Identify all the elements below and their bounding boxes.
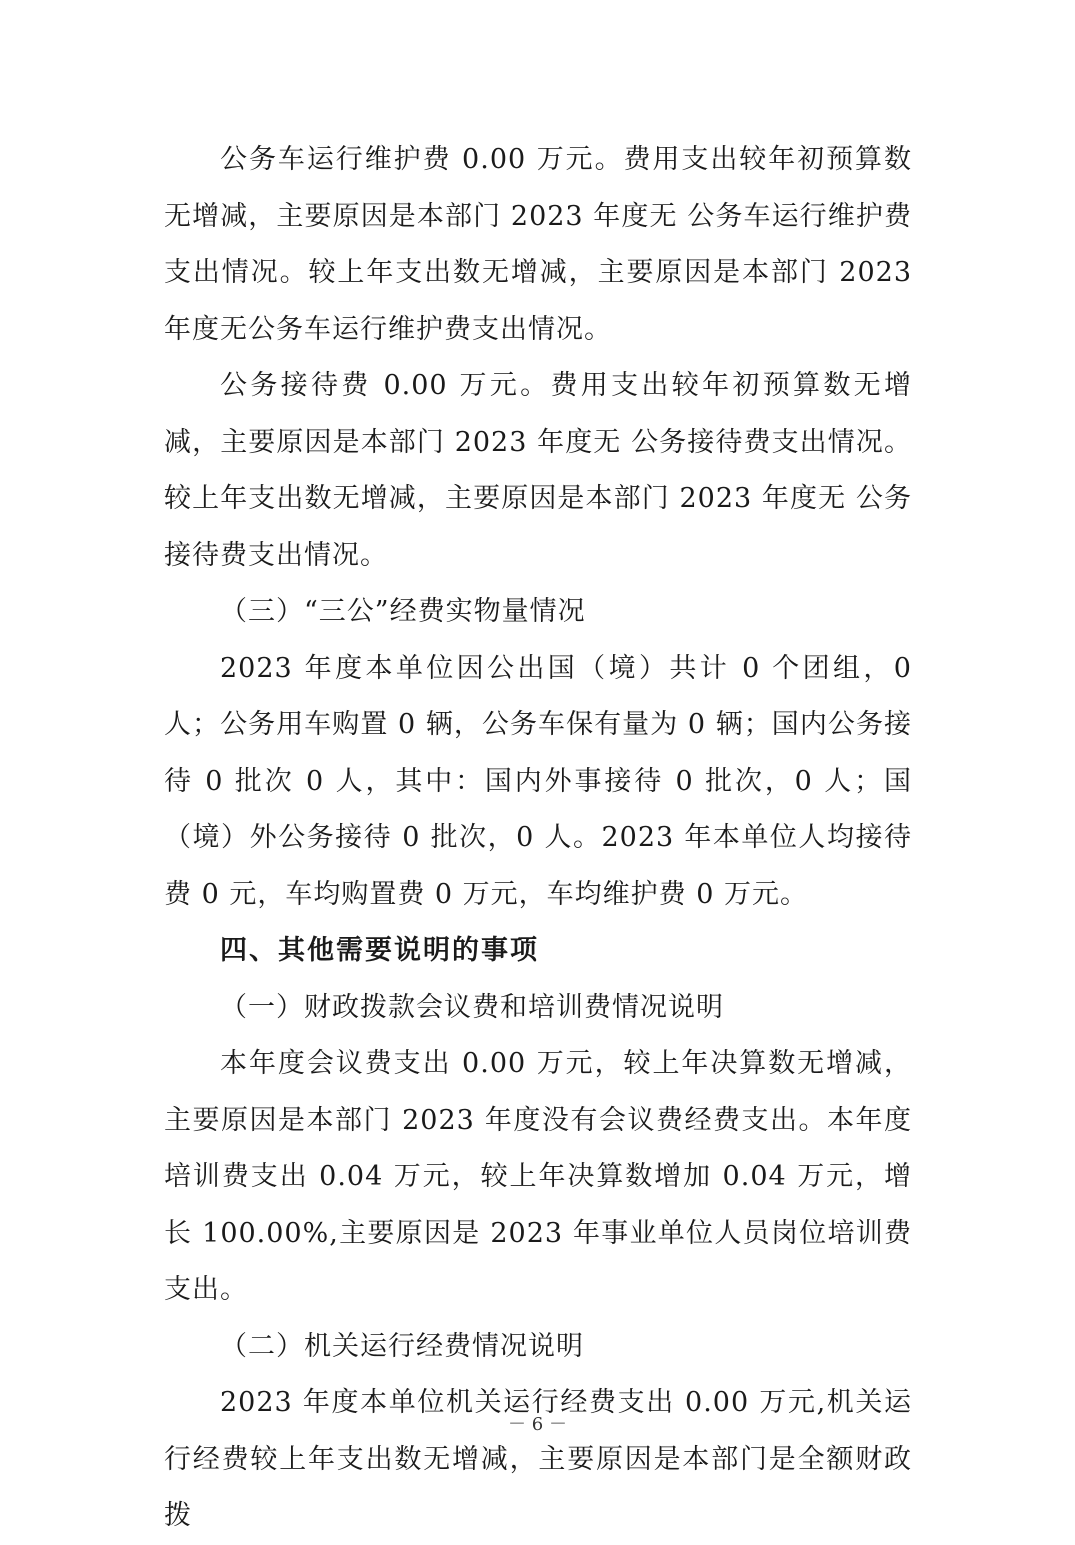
heading-physical-quantity: （三）“三公”经费实物量情况 [220, 596, 586, 627]
paragraph-physical-quantity: 2023 年度本单位因公出国（境）共计 0 个团组，0 人；公务用车购置 0 辆，公务车保有量为 0 辆；国内公务接待 0 批次 0 人，其中：国内外事接待 0 批次，0 人；国（境）外公务接待 0 批次，0 人。2023 年本单位人均接待费 0 元，车均购置费 0 万元，车均维护费 0 万元。 [164, 652, 912, 910]
paragraph-vehicle-maintenance: 公务车运行维护费 0.00 万元。费用支出较年初预算数无增减，主要原因是本部门 2023 年度无 公务车运行维护费支出情况。较上年支出数无增减，主要原因是本部门 2023 年度无公务车运行维护费支出情况。 [164, 144, 912, 345]
heading-operating-expense: （二）机关运行经费情况说明 [220, 1330, 584, 1362]
paragraph-meeting-training: 本年度会议费支出 0.00 万元，较上年决算数无增减，主要原因是本部门 2023 年度没有会议费经费支出。本年度培训费支出 0.04 万元，较上年决算数增加 0.04 万元，增长 100.00%,主要原因是 2023 年事业单位人员岗位培训费支出。 [164, 1048, 912, 1305]
paragraph-operating-expense: 2023 年度本单位机关运行经费支出 0.00 万元,机关运行经费较上年支出数无增减，主要原因是本部门是全额财政拨 [164, 1387, 912, 1531]
document-body [164, 132, 912, 1545]
paragraph-reception-expense: 公务接待费 0.00 万元。费用支出较年初预算数无增减，主要原因是本部门 2023 年度无 公务接待费支出情况。较上年支出数无增减，主要原因是本部门 2023 年度无 公务接待费支出情况。 [164, 370, 912, 571]
page-number: － 6 － [508, 1414, 567, 1435]
heading-meeting-training: （一）财政拨款会议费和培训费情况说明 [220, 991, 724, 1023]
heading-other-matters: 四、其他需要说明的事项 [220, 935, 539, 966]
